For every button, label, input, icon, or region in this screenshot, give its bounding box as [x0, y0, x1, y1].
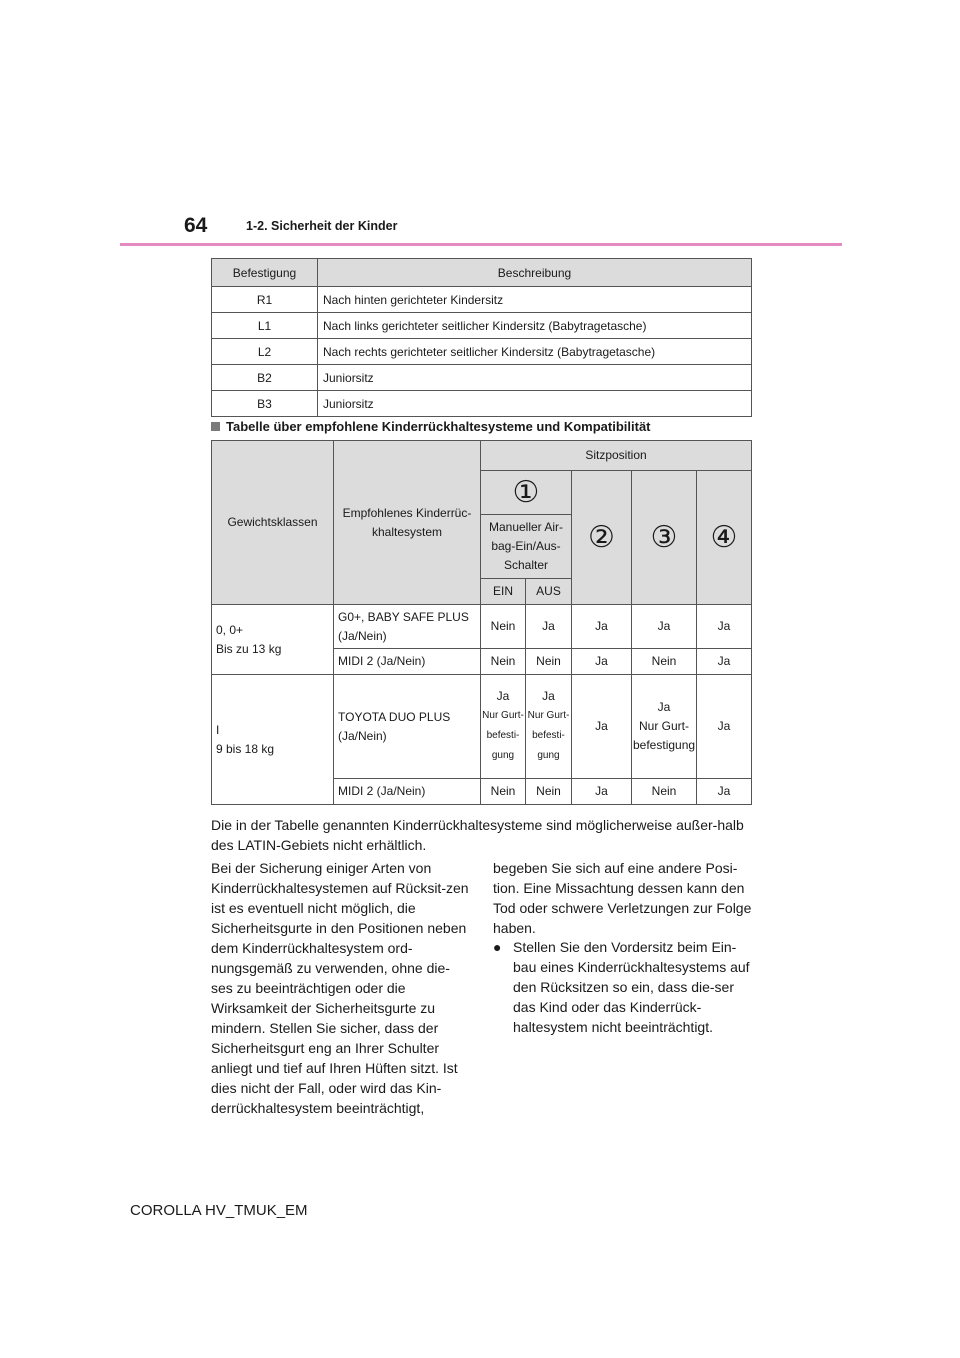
system-cell: MIDI 2 (Ja/Nein): [334, 779, 481, 805]
seat-position-header: Sitzposition: [481, 441, 752, 471]
bullet-text: Stellen Sie den Vordersitz beim Ein-bau eines Kinderrückhaltesystems auf den Rücksitzen so ein, dass die-ser das Kind oder das Kinderrück-haltesystem nicht beeinträchtigt.: [513, 939, 750, 1035]
compat-cell: Ja: [572, 675, 632, 779]
compat-cell: Ja: [697, 605, 752, 649]
table-row: [212, 339, 752, 365]
table-row: [212, 287, 752, 313]
compat-cell: Nein: [526, 779, 572, 805]
compat-value: Ja: [657, 700, 671, 714]
system-header: Empfohlenes Kinderrüc-khaltesystem: [334, 441, 481, 605]
compat-cell: Nein: [632, 779, 697, 805]
attachment-code: L2: [212, 339, 318, 365]
page-number: 64: [184, 214, 208, 237]
compat-value: Ja: [542, 689, 555, 703]
seat-3-header: [632, 471, 697, 605]
attachment-code: B3: [212, 391, 318, 417]
column-header: Beschreibung: [318, 259, 752, 287]
compat-cell: Ja: [526, 605, 572, 649]
switch-off-header: AUS: [526, 579, 572, 605]
bullet-dot-icon: ●: [493, 939, 502, 955]
seat-4-header: [697, 471, 752, 605]
column-header: Befestigung: [212, 259, 318, 287]
table-row: [212, 365, 752, 391]
compat-cell: Nein: [481, 605, 526, 649]
compat-cell: [481, 675, 526, 779]
compat-note: Nur Gurt-befesti-gung: [482, 710, 524, 761]
square-bullet-icon: [211, 422, 220, 431]
system-cell: TOYOTA DUO PLUS (Ja/Nein): [334, 675, 481, 779]
weight-class-cell: [212, 675, 334, 805]
compat-cell: [526, 675, 572, 779]
attachment-table-header: [212, 259, 752, 287]
footer-model-code: COROLLA HV_TMUK_EM: [130, 1202, 308, 1219]
section-title: 1-2. Sicherheit der Kinder: [246, 219, 398, 233]
attachment-code: R1: [212, 287, 318, 313]
seat-4-icon: ④: [710, 520, 738, 554]
attachment-description: Nach rechts gerichteter seitlicher Kindersitz (Babytragetasche): [318, 339, 752, 365]
attachment-description: Juniorsitz: [318, 391, 752, 417]
weight-class-label: I: [216, 722, 220, 737]
weight-class-header: Gewichtsklassen: [212, 441, 334, 605]
compat-cell: Nein: [481, 649, 526, 675]
compat-heading: [211, 419, 651, 434]
seat-2-header: [572, 471, 632, 605]
compat-note: Nur Gurt-befestigung: [633, 719, 696, 752]
availability-note: Die in der Tabelle genannten Kinderrückhaltesysteme sind möglicherweise außer-halb des LATIN-Gebiets nicht erhältlich.: [211, 817, 744, 853]
table-row: [212, 605, 752, 649]
system-cell: G0+, BABY SAFE PLUS (Ja/Nein): [334, 605, 481, 649]
seat-1-header: [481, 471, 572, 515]
compat-cell: Ja: [632, 605, 697, 649]
body-text-right: begeben Sie sich auf eine andere Posi-tion. Eine Missachtung dessen kann den Tod oder schwere Verletzungen zur Folge haben.: [493, 860, 752, 936]
compat-cell: Ja: [697, 779, 752, 805]
weight-range: Bis zu 13 kg: [216, 641, 282, 656]
compat-cell: Nein: [526, 649, 572, 675]
attachment-description: Juniorsitz: [318, 365, 752, 391]
compat-cell: Ja: [572, 605, 632, 649]
table-row: [212, 313, 752, 339]
weight-range: 9 bis 18 kg: [216, 741, 275, 756]
weight-class-label: 0, 0+: [216, 622, 244, 637]
compat-cell: Nein: [632, 649, 697, 675]
compat-cell: [632, 675, 697, 779]
seat-1-icon: ①: [512, 475, 540, 509]
switch-on-header: EIN: [481, 579, 526, 605]
attachment-code: L1: [212, 313, 318, 339]
weight-class-cell: [212, 605, 334, 675]
seat-2-icon: ②: [588, 520, 615, 554]
compat-cell: Nein: [481, 779, 526, 805]
compatibility-table: [211, 440, 752, 805]
compat-cell: Ja: [697, 649, 752, 675]
attachment-description: Nach hinten gerichteter Kindersitz: [318, 287, 752, 313]
attachment-description: Nach links gerichteter seitlicher Kindersitz (Babytragetasche): [318, 313, 752, 339]
compat-cell: Ja: [572, 649, 632, 675]
bullet-item: [493, 937, 753, 1037]
body-text-left: Bei der Sicherung einiger Arten von Kinderrückhaltesystemen auf Rücksit-zen ist es eventuell nicht möglich, die Sicherheitsgurte in den Positionen neben dem Kinderrückhaltesystem ord-nungsgemäß zu verwenden, ohne die-ses zu beeinträchtigen oder die Wirksamkeit der Sicherheitsgurte zu mindern. Stellen Sie sicher, dass der Sicherheitsgurt eng an Ihrer Schulter anliegt und tief auf Ihren Hüften sitzt. Ist dies nicht der Fall, oder wird das Kin-derrückhaltesystem beeinträchtigt,: [211, 860, 469, 1116]
header-row: [212, 441, 752, 471]
table-row: [212, 675, 752, 779]
header-rule: [120, 243, 842, 246]
compat-heading-text: Tabelle über empfohlene Kinderrückhaltesysteme und Kompatibilität: [226, 419, 651, 434]
compat-cell: Ja: [572, 779, 632, 805]
compat-note: Nur Gurt-befesti-gung: [527, 710, 570, 761]
table-row: [212, 391, 752, 417]
system-cell: MIDI 2 (Ja/Nein): [334, 649, 481, 675]
compat-value: Ja: [496, 689, 510, 703]
attachment-table: [211, 258, 752, 417]
airbag-switch-header: Manueller Air-bag-Ein/Aus-Schalter: [481, 515, 572, 579]
compat-cell: Ja: [697, 675, 752, 779]
seat-3-icon: ③: [650, 520, 678, 554]
attachment-code: B2: [212, 365, 318, 391]
